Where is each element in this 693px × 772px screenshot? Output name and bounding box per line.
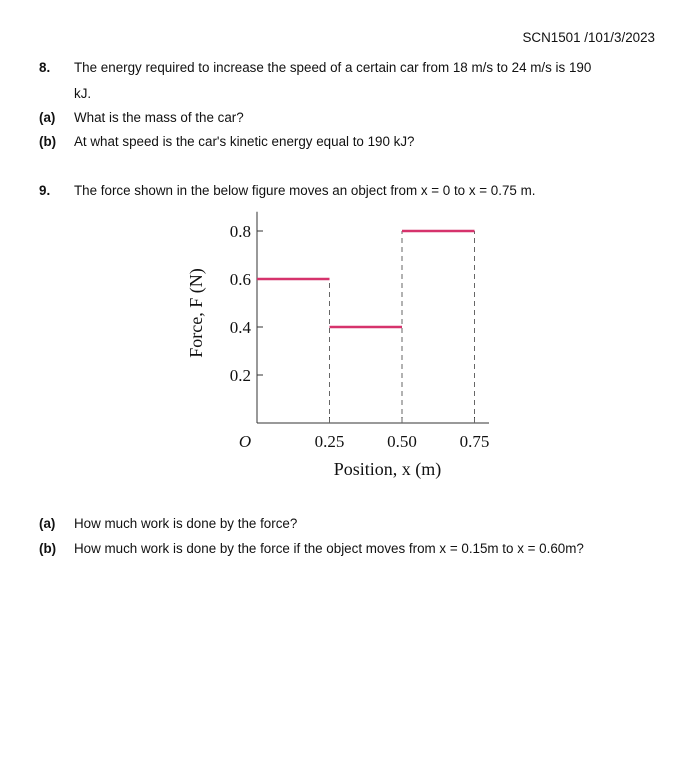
q8b-text: At what speed is the car's kinetic energy equal to 190 kJ?	[74, 134, 415, 149]
q8-text-line2: kJ.	[74, 86, 92, 101]
y-tick-label: 0.4	[229, 318, 251, 337]
q9-number: 9.	[39, 183, 51, 198]
y-tick-label: 0.8	[229, 222, 251, 241]
q9b-text: How much work is done by the force if the object moves from x = 0.15m to x = 0.60m?	[74, 541, 584, 556]
q8a-label: (a)	[39, 110, 56, 125]
x-tick-label: 0.25	[314, 432, 345, 451]
y-tick-label: 0.6	[229, 270, 251, 289]
x-tick-label: 0.75	[459, 432, 490, 451]
q9a-label: (a)	[39, 516, 56, 531]
force-position-chart	[180, 205, 510, 485]
y-tick-label: 0.2	[229, 366, 251, 385]
q9b-label: (b)	[39, 541, 57, 556]
x-axis-label: Position, x (m)	[333, 459, 442, 479]
q8-number: 8.	[39, 60, 51, 75]
q8a-text: What is the mass of the car?	[74, 110, 244, 125]
q9-text: The force shown in the below figure moves an object from x = 0 to x = 0.75 m.	[74, 183, 536, 198]
q8b-label: (b)	[39, 134, 57, 149]
q8-text-line1: The energy required to increase the speed of a certain car from 18 m/s to 24 m/s is 190	[74, 60, 592, 75]
origin-label: O	[238, 432, 252, 451]
document-reference: SCN1501 /101/3/2023	[522, 30, 655, 45]
q9a-text: How much work is done by the force?	[74, 516, 298, 531]
y-axis-label: Force, F (N)	[186, 268, 206, 358]
x-tick-label: 0.50	[387, 432, 417, 451]
